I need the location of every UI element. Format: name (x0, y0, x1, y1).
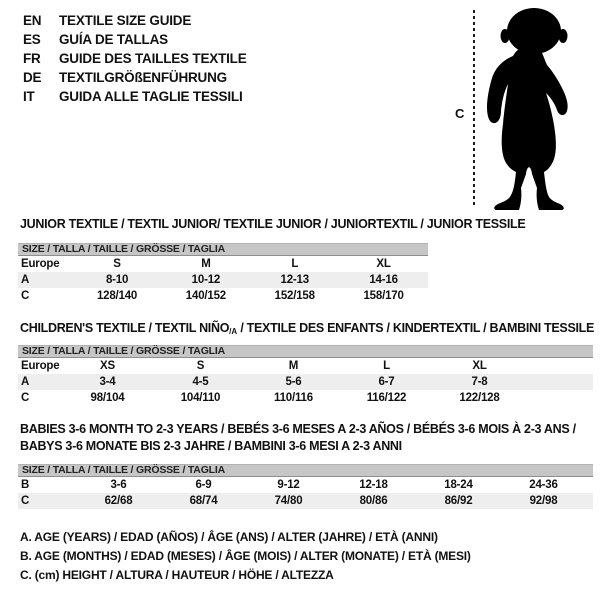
row-label: B (21, 479, 30, 491)
size-cell: 122/128 (459, 392, 500, 404)
junior-section-heading: JUNIOR TEXTILE / TEXTIL JUNIOR/ TEXTILE JUNIOR / JUNIORTEXTIL / JUNIOR TESSILE (20, 217, 526, 231)
size-cell: 8-10 (105, 274, 129, 286)
children-heading-sub: /A (229, 327, 238, 336)
note-height-cm: C. (cm) HEIGHT / ALTURA / HAUTEUR / HÖHE / ALTEZZA (20, 568, 334, 582)
size-header-bar: SIZE / TALLA / TAILLE / GRÖSSE / TAGLIA (18, 243, 428, 256)
size-cell: 128/140 (96, 290, 138, 302)
row-label: C (21, 495, 30, 507)
row-label: A (21, 274, 30, 286)
size-cell: 152/158 (274, 290, 315, 302)
size-cell: 6-7 (378, 376, 395, 388)
row-label: Europe (21, 258, 60, 270)
size-cell: 12-18 (359, 479, 388, 491)
language-list (23, 11, 247, 106)
measure-notes (20, 528, 471, 585)
size-cell: XL (376, 258, 391, 270)
row-label: C (21, 290, 30, 302)
size-cell: 6-9 (195, 479, 212, 491)
size-cell: 110/116 (274, 392, 313, 404)
size-cell: 68/74 (189, 495, 218, 507)
size-header-bar: SIZE / TALLA / TAILLE / GRÖSSE / TAGLIA (18, 345, 593, 358)
babies-section-heading (20, 421, 576, 455)
size-header-bar: SIZE / TALLA / TAILLE / GRÖSSE / TAGLIA (18, 464, 593, 477)
size-cell: 98/104 (90, 392, 125, 404)
babies-heading-line2: BABYS 3-6 MONATE BIS 2-3 JAHRE / BAMBINI 3-6 MESI A 2-3 ANNI (20, 439, 402, 453)
size-cell: 14-16 (369, 274, 398, 286)
language-code: EN (23, 13, 42, 28)
toddler-silhouette (484, 6, 596, 212)
size-cell: 3-6 (110, 479, 127, 491)
size-cell: 9-12 (277, 479, 300, 491)
language-code: IT (23, 89, 35, 104)
children-heading-pre: CHILDREN'S TEXTILE / TEXTIL NIÑO (20, 321, 230, 335)
row-label: A (21, 376, 30, 388)
size-cell: M (288, 360, 299, 372)
size-cell: 140/152 (185, 290, 226, 302)
height-dashed-line (473, 10, 475, 207)
language-code: DE (23, 70, 42, 85)
size-cell: 86/92 (444, 495, 473, 507)
size-cell: S (113, 258, 121, 270)
table-row-a (18, 374, 593, 390)
language-row-fr (23, 49, 247, 68)
language-row-de (23, 68, 247, 87)
table-row-b (18, 477, 593, 493)
size-cell: 7-8 (471, 376, 488, 388)
table-row-europe (18, 256, 428, 272)
language-row-en (23, 11, 247, 30)
table-row-c (18, 390, 593, 406)
junior-size-table (18, 243, 428, 304)
size-cell: 12-13 (280, 274, 309, 286)
size-cell: 104/110 (180, 392, 221, 404)
size-cell: 92/98 (529, 495, 558, 507)
size-cell: L (291, 258, 299, 270)
size-cell: S (196, 360, 205, 372)
size-cell: 10-12 (191, 274, 221, 286)
size-cell: 62/68 (104, 495, 133, 507)
children-heading-post: / TEXTILE DES ENFANTS / KINDERTEXTIL / BAMBINI TESSILE (237, 321, 595, 335)
note-age-months: B. AGE (MONTHS) / EDAD (MESES) / ÂGE (MOIS) / ALTER (MONATE) / ETÀ (MESI) (20, 549, 471, 563)
language-code: FR (23, 51, 41, 66)
language-code: ES (23, 32, 41, 47)
row-label: Europe (21, 360, 60, 372)
size-cell: 18-24 (444, 479, 473, 491)
children-section-heading (20, 320, 594, 340)
note-age-years: A. AGE (YEARS) / EDAD (AÑOS) / ÂGE (ANS) / ALTER (JAHRE) / ETÀ (ANNI) (20, 530, 438, 544)
size-cell: XS (100, 360, 115, 372)
language-label: GUIDE DES TAILLES TEXTILE (59, 51, 247, 66)
children-size-table (18, 345, 593, 406)
size-cell: 5-6 (285, 376, 302, 388)
table-row-europe (18, 358, 593, 374)
size-cell: 24-36 (529, 479, 558, 491)
language-label: GUÍA DE TALLAS (59, 32, 168, 47)
language-row-es (23, 30, 247, 49)
language-label: TEXTILGRÖßENFÜHRUNG (59, 70, 227, 85)
size-cell: XL (472, 360, 487, 372)
table-row-c (18, 288, 428, 304)
table-row-a (18, 272, 428, 288)
size-cell: L (383, 360, 390, 372)
row-label: C (21, 392, 30, 404)
size-cell: 74/80 (274, 495, 303, 507)
size-cell: 3-4 (99, 376, 116, 388)
table-row-c (18, 493, 593, 509)
language-label: TEXTILE SIZE GUIDE (59, 13, 192, 28)
babies-size-table (18, 464, 593, 509)
language-row-it (23, 87, 247, 106)
size-cell: 116/122 (366, 392, 407, 404)
figure-height-label: C (455, 106, 465, 121)
size-cell: 4-5 (192, 376, 209, 388)
size-cell: 80/86 (359, 495, 388, 507)
size-cell: M (201, 258, 211, 270)
babies-heading-line1: BABIES 3-6 MONTH TO 2-3 YEARS / BEBÉS 3-6 MESES A 2-3 AÑOS / BÉBÉS 3-6 MOIS À 2-3 ANS / (20, 422, 576, 436)
language-label: GUIDA ALLE TAGLIE TESSILI (59, 89, 243, 104)
size-cell: 158/170 (363, 290, 404, 302)
